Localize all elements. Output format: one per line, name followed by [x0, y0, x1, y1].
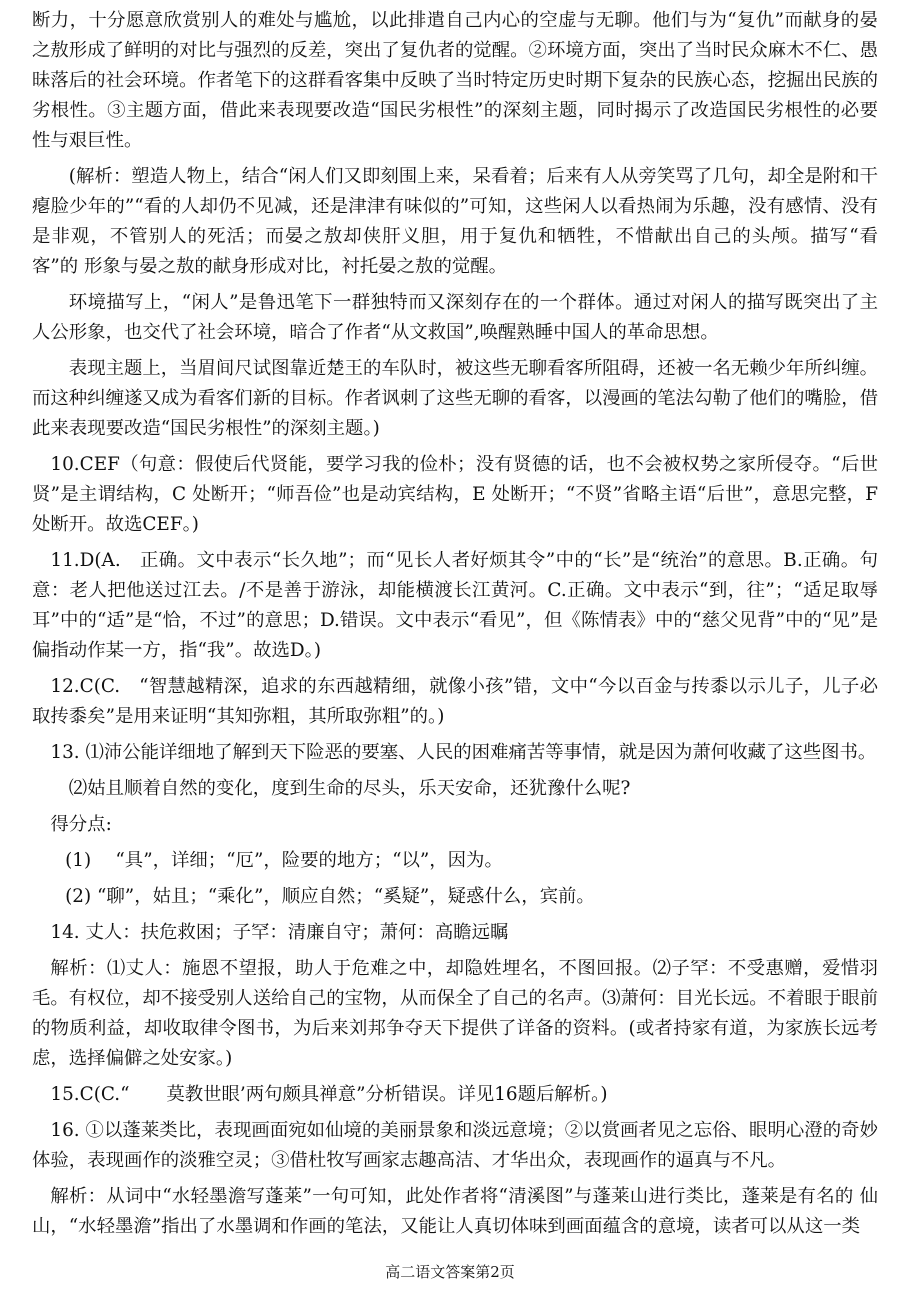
- paragraph-theme: 表现主题上，当眉间尺试图靠近楚王的车队时，被这些无聊看客所阻碍，还被一名无赖少年所纠缠。而这种纠缠遂又成为看客们新的目标。作者讽刺了这些无聊的看客，以漫画的笔法勾勒了他们的嘴脸，借此来表现要改造“国民劣根性”的深刻主题。): [32, 358, 878, 439]
- paragraph-9-continued: 断力，十分愿意欣赏别人的难处与尴尬，以此排遣自己内心的空虚与无聊。他们与为“复仇”而献身的晏之敖形成了鲜明的对比与强烈的反差，突出了复仇者的觉醒。②环境方面，突出了当时民众麻木不仁、愚昧落后的社会环境。作者笔下的这群看客集中反映了当时特定历史时期下复杂的民族心态，挖掘出民族的劣根性。③主题方面，借此来表现要改造“国民劣根性”的深刻主题，同时揭示了改造国民劣根性的必要性与艰巨性。: [32, 10, 878, 151]
- answer-16-analysis: 解析：从词中“水轻墨澹写蓬莱”一句可知，此处作者将“清溪图”与蓬莱山进行类比，蓬莱是有名的 仙山，“水轻墨澹”指出了水墨调和作画的笔法，又能让人真切体味到画面蕴含的意境，读者可以从这一类: [32, 1186, 878, 1237]
- answer-14: 14. 丈人：扶危救困；子罕：清廉自守；萧何：高瞻远瞩: [50, 922, 509, 943]
- answer-15: 15.C(C.“ 莫教世眼’两句颇具禅意”分析错误。详见16题后解析。): [50, 1084, 608, 1105]
- scoring-points-heading: 得分点:: [50, 814, 112, 835]
- answer-10: 10.CEF（句意：假使后代贤能，要学习我的俭朴；没有贤德的话，也不会被权势之家所侵夺。“后世贤”是主谓结构，C 处断开；“师吾俭”也是动宾结构，E 处断开；“不贤”省略主语“后世”，意思完整，F处断开。故选CEF。): [32, 454, 878, 535]
- answer-14-analysis: 解析：⑴丈人：施恩不望报，助人于危难之中，却隐姓埋名，不图回报。⑵子罕：不受惠赠，爱惜羽毛。有权位，却不接受别人送给自己的宝物，从而保全了自己的名声。⑶萧何：目光长远。不着眼于眼前的物质利益，却收取律令图书，为后来刘邦争夺天下提供了详备的资料。(或者持家有道，为家族长远考虑，选择偏僻之处安家。): [32, 958, 878, 1069]
- paragraph-9-analysis: (解析：塑造人物上，结合“闲人们又即刻围上来，呆看着；后来有人从旁笑骂了几句，却全是附和干瘪脸少年的”“看的人却仍不见减，还是津津有味似的”可知，这些闲人以看热闹为乐趣，没有感情、没有 是非观，不管别人的死活；而晏之敖却侠肝义胆，用于复仇和牺牲，不惜献出自己的头颅。描写“看客”的 形象与晏之敖的献身形成对比，衬托晏之敖的觉醒。: [32, 166, 878, 277]
- answer-content: [32, 6, 878, 1248]
- answer-13-2: ⑵姑且顺着自然的变化，度到生命的尽头，乐天安命，还犹豫什么呢?: [68, 778, 631, 799]
- paragraph-environment: 环境描写上，“闲人”是鲁迅笔下一群独特而又深刻存在的一个群体。通过对闲人的描写既突出了主人公形象，也交代了社会环境，暗合了作者“从文救国”,唤醒熟睡中国人的革命思想。: [32, 292, 878, 343]
- page-footer: 高二语文答案第2页: [385, 1263, 515, 1281]
- answer-12: 12.C(C. “智慧越精深，追求的东西越精细，就像小孩”错，文中“今以百金与抟黍以示儿子，儿子必取抟黍矣”是用来证明“其知弥粗，其所取弥粗”的。): [32, 676, 878, 727]
- answer-11: 11.D(A. 正确。文中表示“长久地”；而“见长人者好烦其令”中的“长”是“统治”的意思。B.正确。句意：老人把他送过江去。/不是善于游泳，却能横渡长江黄河。C.正确。文中表示“到，往”；“适足取辱耳”中的“适”是“恰，不过”的意思；D.错误。文中表示“看见”，但《陈情表》中的“慈父见背”中的“见”是偏指动作某一方，指“我”。故选D。): [32, 550, 878, 661]
- answer-16: 16. ①以蓬莱类比，表现画面宛如仙境的美丽景象和淡远意境；②以赏画者见之忘俗、眼明心澄的奇妙体验，表现画作的淡雅空灵；③借杜牧写画家志趣高洁、才华出众，表现画作的逼真与不凡。: [32, 1120, 878, 1171]
- scoring-point-1: (1) “具”，详细；“厄”，险要的地方；“以”，因为。: [65, 850, 503, 871]
- scoring-point-2: (2) “聊”，姑且；“乘化”，顺应自然；“奚疑”，疑惑什么，宾前。: [65, 886, 595, 907]
- answer-13-1: 13. ⑴沛公能详细地了解到天下险恶的要塞、人民的困难痛苦等事情，就是因为萧何收藏了这些图书。: [50, 742, 877, 763]
